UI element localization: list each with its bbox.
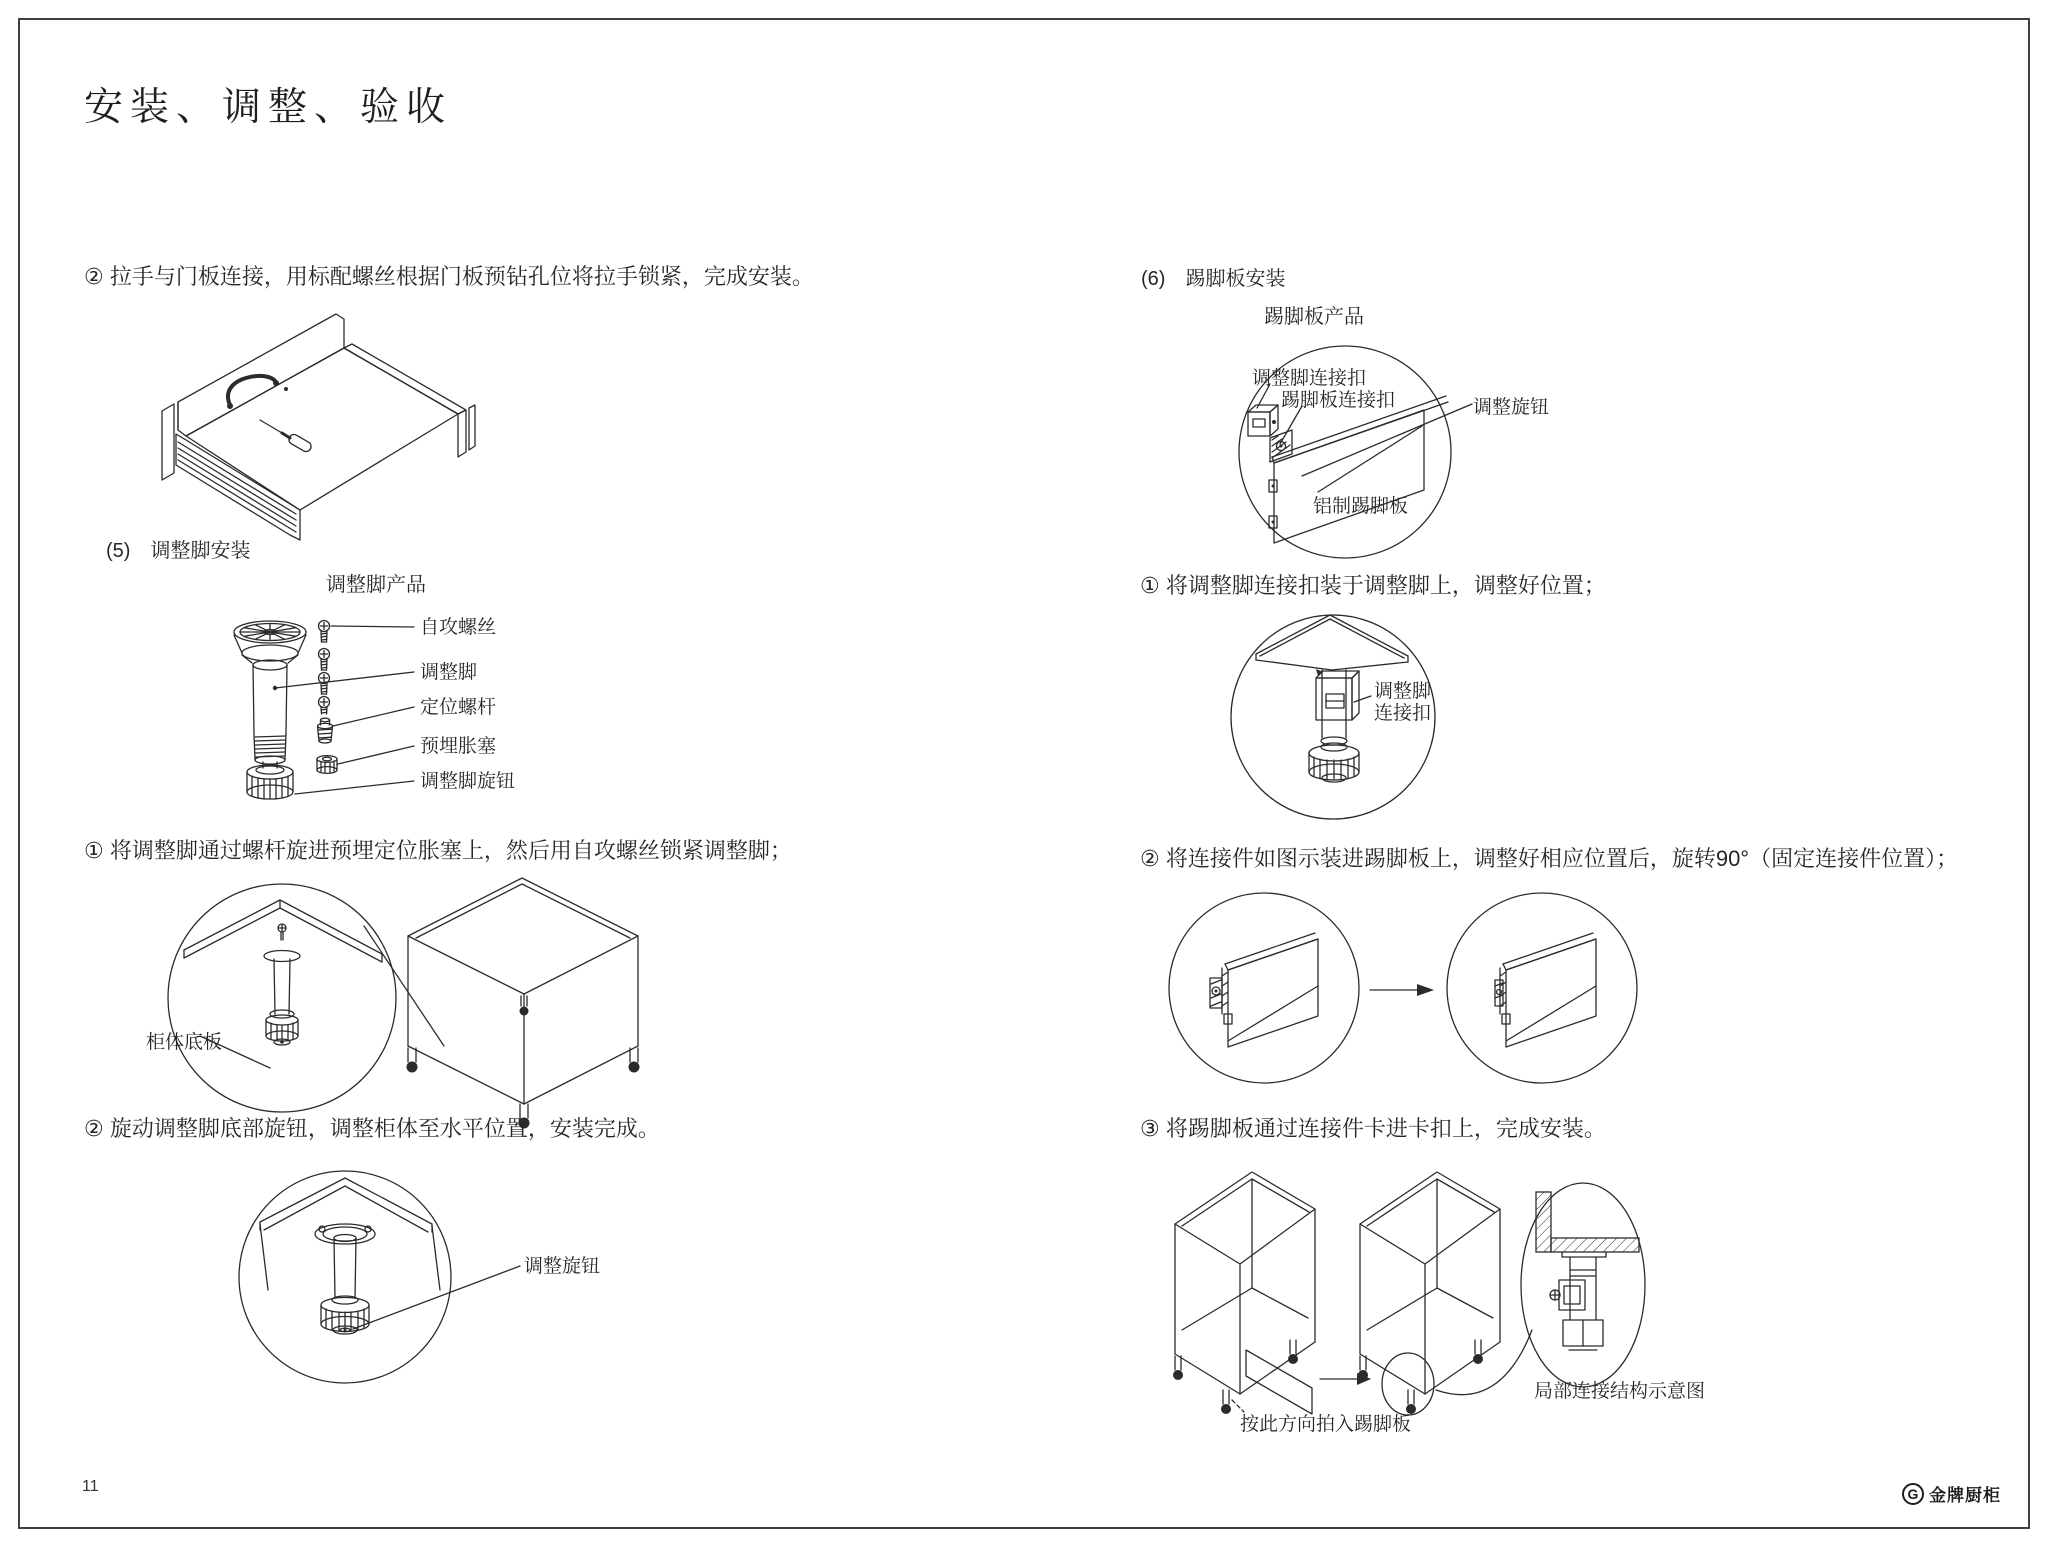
page-title: 安装、调整、验收 bbox=[84, 86, 453, 129]
knob-adjust-illustration bbox=[210, 1152, 620, 1410]
door-panel-illustration bbox=[140, 302, 500, 542]
section6-step2: ② 将连接件如图示装进踢脚板上，调整好相应位置后，旋转90°（固定连接件位置）； bbox=[1140, 846, 1959, 871]
brand-logo bbox=[1902, 1481, 2001, 1506]
kickboard-product-title: 踢脚板产品 bbox=[1264, 306, 1364, 328]
label-insert-direction: 按此方向拍入踢脚板 bbox=[1240, 1414, 1412, 1435]
section5-step1: ① 将调整脚通过螺杆旋进预埋定位胀塞上，然后用自攻螺丝锁紧调整脚； bbox=[84, 838, 792, 863]
screw-icon bbox=[319, 649, 330, 671]
label-adjust-knob-right: 调整旋钮 bbox=[1473, 397, 1550, 418]
brand-name: 金牌厨柜 bbox=[1929, 1486, 2001, 1505]
expansion-plug-icon bbox=[317, 756, 337, 774]
label-foot-clip: 调整脚连接扣 bbox=[1252, 368, 1367, 389]
section6-heading: (6) 踢脚板安装 bbox=[1141, 268, 1286, 290]
label-board-clip: 踢脚板连接扣 bbox=[1281, 390, 1396, 411]
screwdriver-icon bbox=[287, 433, 313, 454]
label-detail-view: 局部连接结构示意图 bbox=[1534, 1381, 1706, 1402]
section6-step3: ③ 将踢脚板通过连接件卡进卡扣上，完成安装。 bbox=[1140, 1116, 1606, 1141]
section6-step1: ① 将调整脚连接扣装于调整脚上，调整好位置； bbox=[1140, 573, 1606, 598]
label-foot-clip-line2: 连接扣 bbox=[1374, 703, 1432, 724]
foot-product-title: 调整脚产品 bbox=[326, 574, 426, 596]
step-handle: ② 拉手与门板连接，用标配螺丝根据门板预钻孔位将拉手锁紧，完成安装。 bbox=[84, 264, 814, 289]
adjustable-foot-parts-illustration bbox=[180, 608, 600, 836]
part-label-foot: 调整脚 bbox=[420, 662, 478, 683]
screw-icon bbox=[319, 621, 330, 643]
page-number: 11 bbox=[82, 1478, 99, 1495]
part-label-screw: 自攻螺丝 bbox=[420, 617, 497, 638]
connector-rotation-illustration bbox=[1165, 886, 1745, 1096]
label-adjust-knob-left: 调整旋钮 bbox=[524, 1256, 601, 1277]
screw-icon bbox=[319, 697, 330, 715]
label-aluminum-board: 铝制踢脚板 bbox=[1313, 496, 1409, 517]
foot-install-illustration bbox=[150, 866, 670, 1134]
section5-step2: ② 旋动调整脚底部旋钮，调整柜体至水平位置，安装完成。 bbox=[84, 1116, 660, 1141]
part-label-plug: 预埋胀塞 bbox=[420, 736, 497, 757]
section5-heading: (5) 调整脚安装 bbox=[106, 540, 251, 562]
kickboard-assembly-illustration bbox=[1160, 1160, 1900, 1450]
positioning-bolt-icon bbox=[318, 718, 333, 743]
label-cabinet-bottom: 柜体底板 bbox=[146, 1032, 223, 1053]
part-label-knob: 调整脚旋钮 bbox=[420, 771, 516, 792]
brand-g-icon: G bbox=[1902, 1483, 1924, 1505]
part-label-bolt: 定位螺杆 bbox=[420, 697, 497, 718]
label-foot-clip-line1: 调整脚 bbox=[1374, 681, 1432, 702]
